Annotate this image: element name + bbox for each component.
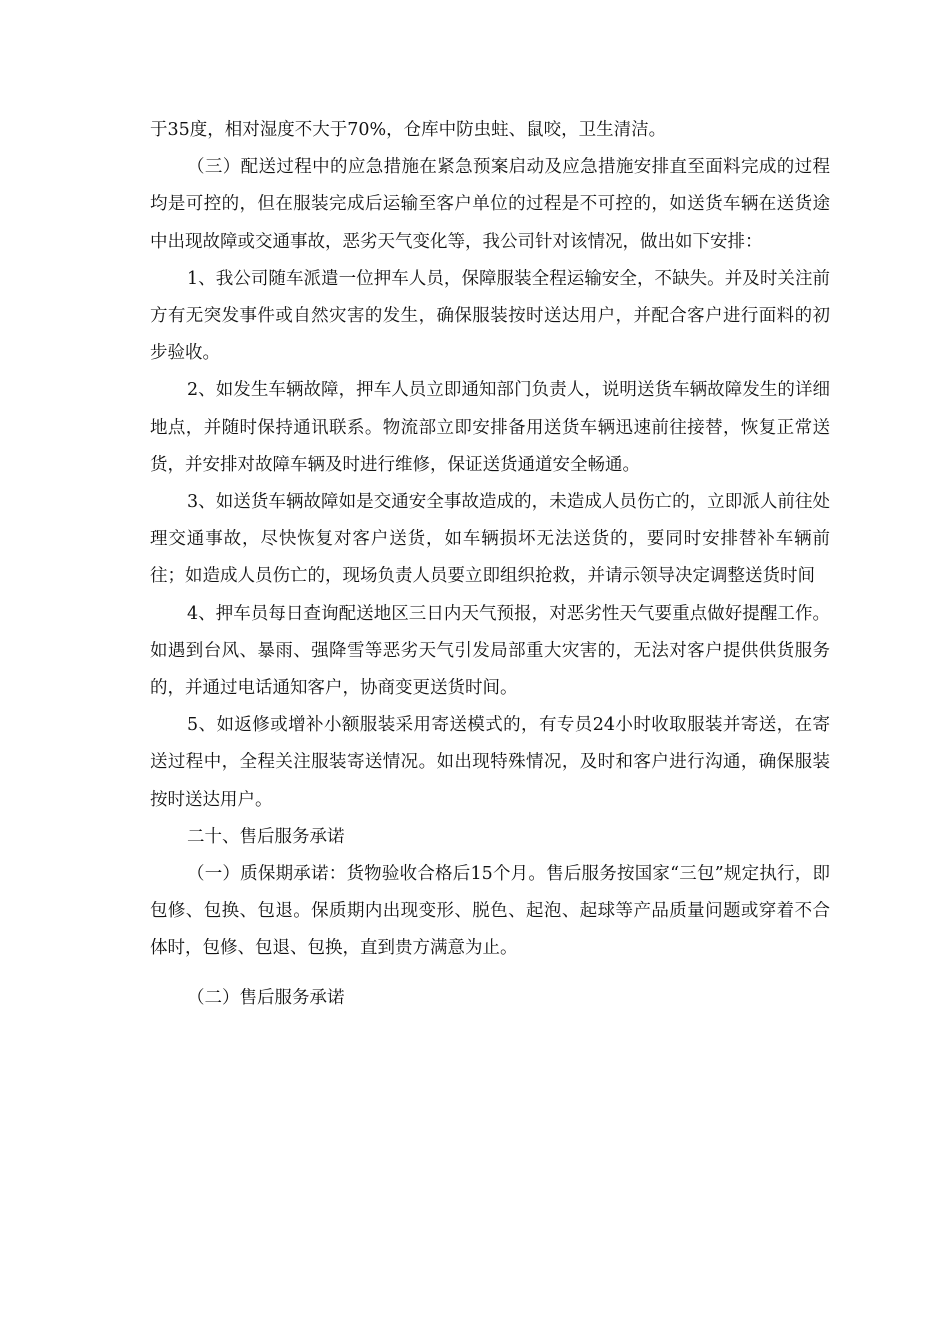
paragraph-warranty-commitment: （一）质保期承诺：货物验收合格后15个月。售后服务按国家“三包”规定执行，即包修、包换、包退。保质期内出现变形、脱色、起泡、起球等产品质量问题或穿着不合体时，包修、包退、包换，直到贵方满意为止。: [150, 864, 830, 959]
document-body: [150, 112, 830, 1017]
paragraph-storage-conditions: 于35度，相对湿度不大于70%，仓库中防虫蛀、鼠咬，卫生清洁。: [150, 120, 667, 140]
paragraph-item-5: 5、如返修或增补小额服装采用寄送模式的，有专员24小时收取服装并寄送，在寄送过程中，全程关注服装寄送情况。如出现特殊情况，及时和客户进行沟通，确保服装按时送达用户。: [150, 715, 830, 810]
paragraph-item-4: 4、押车员每日查询配送地区三日内天气预报，对恶劣性天气要重点做好提醒工作。如遇到台风、暴雨、强降雪等恶劣天气引发局部重大灾害的，无法对客户提供供货服务的，并通过电话通知客户，协商变更送货时间。: [150, 603, 830, 699]
paragraph-gap: [150, 968, 830, 980]
paragraph-item-3: 3、如送货车辆故障如是交通安全事故造成的，未造成人员伤亡的，立即派人前往处理交通事故，尽快恢复对客户送货，如车辆损坏无法送货的，要同时安排替补车辆前往；如造成人员伤亡的，现场负责人员要立即组织抢救，并请示领导决定调整送货时间: [150, 492, 830, 587]
paragraph-item-1: 1、我公司随车派遣一位押车人员，保障服装全程运输安全，不缺失。并及时关注前方有无突发事件或自然灾害的发生，确保服装按时送达用户，并配合客户进行面料的初步验收。: [150, 268, 830, 364]
paragraph-emergency-measures: （三）配送过程中的应急措施在紧急预案启动及应急措施安排直至面料完成的过程均是可控的，但在服装完成后运输至客户单位的过程是不可控的，如送货车辆在送货途中出现故障或交通事故，恶劣天气变化等，我公司针对该情况，做出如下安排：: [150, 157, 830, 252]
paragraph-item-2: 2、如发生车辆故障，押车人员立即通知部门负责人，说明送货车辆故障发生的详细地点，并随时保持通讯联系。物流部立即安排备用送货车辆迅速前往接替，恢复正常送货，并安排对故障车辆及时进行维修，保证送货通道安全畅通。: [150, 380, 830, 475]
subsection-heading-after-sales-commitment: （二）售后服务承诺: [187, 987, 345, 1008]
section-heading-after-sales: 二十、售后服务承诺: [187, 826, 345, 847]
